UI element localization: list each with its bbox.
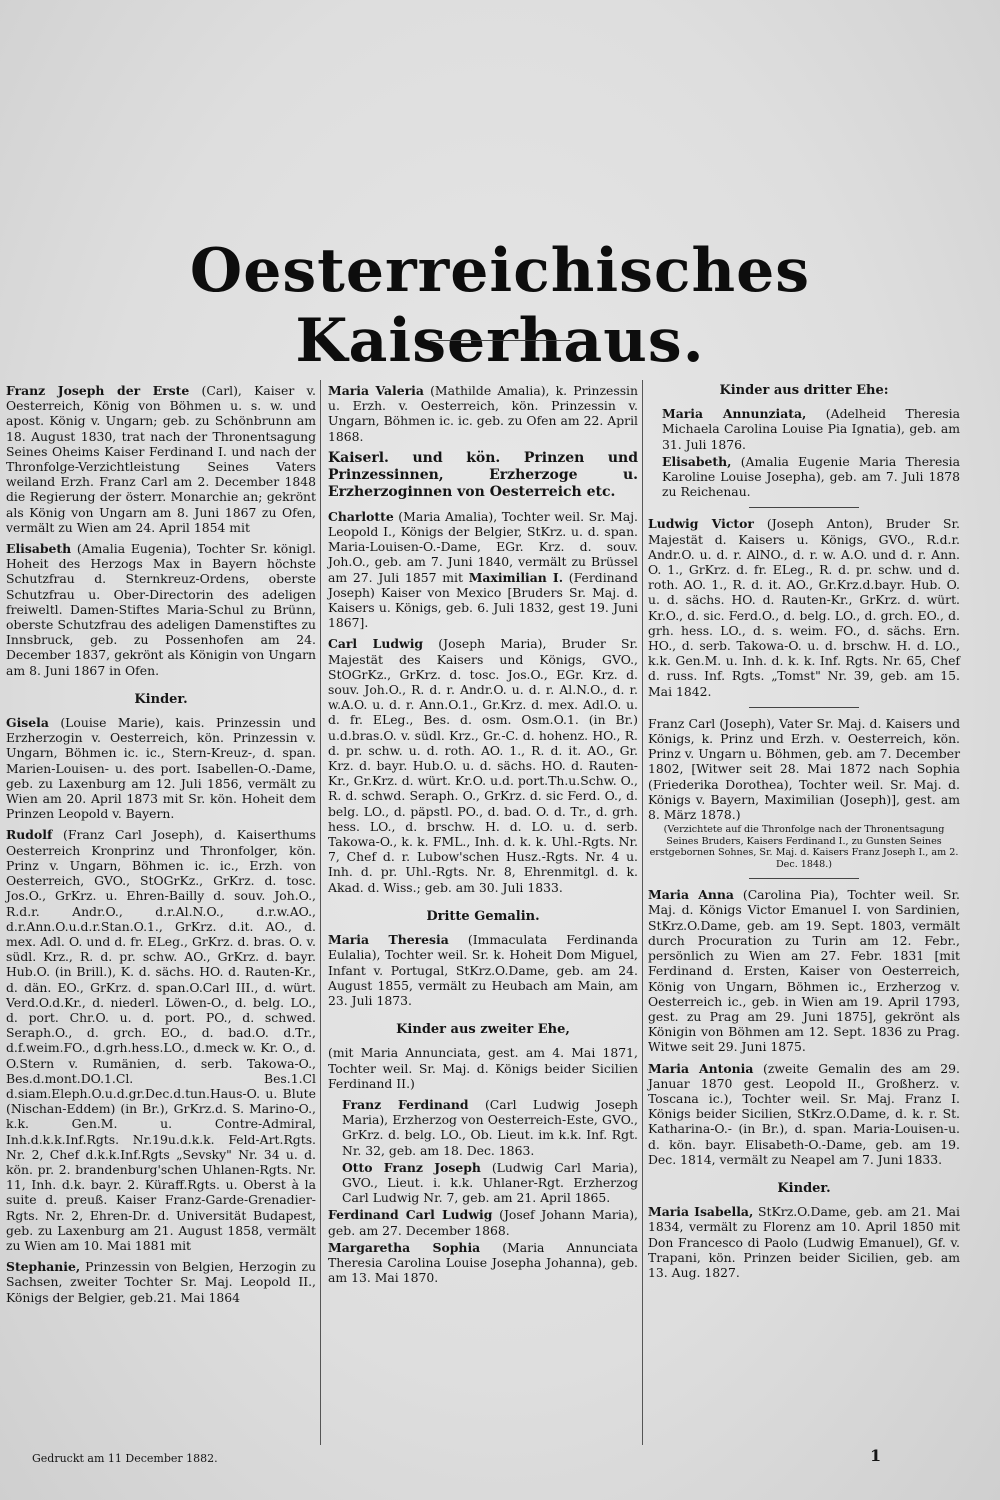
entry-text: (Immaculata Ferdinanda Eulalia), Tochter weil. Sr. k. Hoheit Dom Miguel, Infant v. Portugal, StKrz.O.Dame, geb. am 24. August 1855, vermält zu Heubach am Main, am 23. Juli 1873. bbox=[328, 932, 638, 1008]
entry-mother-note bbox=[328, 1045, 638, 1091]
entry-name: Franz Ferdinand bbox=[342, 1096, 469, 1112]
entry-text: (Mathilde Amalia), k. Prinzessin u. Erzh. v. Oesterreich, kön. Prinzessin v. Ungarn, Böhmen ic. ic. geb. zu Ofen am 22. April 1868. bbox=[328, 383, 638, 444]
entry-text: (Josef Johann Maria), geb. am 27. December 1868. bbox=[328, 1207, 638, 1238]
entry-note: (Verzichtete auf die Thronfolge nach der Thronentsagung Seines Bruders, Kaisers Ferdinand I., zu Gunsten Seines erstgebornen Sohnes, Sr. Maj. d. Kaisers Franz Joseph I., am 2. Dec. 1848.) bbox=[649, 824, 959, 870]
entry-maria-annunziata bbox=[648, 406, 960, 452]
entry-text: (mit Maria Annunciata, gest. am 4. Mai 1871, Tochter weil. Sr. Maj. d. Königs beider Sicilien Ferdinand II.) bbox=[328, 1045, 638, 1091]
heading-dritte-gemalin: Dritte Gemalin. bbox=[426, 908, 540, 924]
entry-text: (Carl), Kaiser v. Oesterreich, König von Böhmen u. s. w. und apost. König v. Ungarn; geb. zu Schönbrunn am 18. August 1830, trat nach der Thronentsagung Seines Oheims Kaiser Ferdinand I. und nach der Thronfolge-Verzichtleistung Seines Vaters weiland Erzh. Franz Carl am 2. December 1848 die Regierung der österr. Monarchie an; gekrönt als König von Ungarn am 8. Juni 1867 zu Ofen, vermält zu Wien am 24. April 1854 mit bbox=[6, 383, 316, 535]
entry-text: (Maria Annunciata Theresia Carolina Louise Josepha Johanna), geb. am 13. Mai 1870. bbox=[328, 1239, 638, 1286]
entry-name: Maria Valeria bbox=[328, 383, 424, 398]
entry-text: (Maria Amalia), Tochter weil. Sr. Maj. Leopold I., Königs der Belgier, StKrz. u. d. span. Maria-Louisen-O.-Dame, EGr. Krz. d. souv. Joh.O., geb. am 7. Juni 1840, vermält zu Brüssel am 27. Juli 1857 mit bbox=[328, 508, 638, 585]
column-divider-1 bbox=[320, 380, 321, 1445]
entry-name: Charlotte bbox=[328, 508, 394, 524]
entry-maria-anna bbox=[648, 887, 960, 1054]
entry-text: (Ludwig Carl Maria), GVO., Lieut. i. k.k. Uhlaner-Rgt. Erzherzog Carl Ludwig Nr. 7, geb. am 21. April 1865. bbox=[342, 1159, 638, 1206]
entry-franz-carl bbox=[648, 716, 960, 822]
entry-text: Prinzessin von Belgien, Herzogin zu Sachsen, zweiter Tochter Sr. Maj. Leopold II., Königs der Belgier, geb.21. Mai 1864 bbox=[6, 1259, 316, 1305]
entry-text: (Franz Carl Joseph), d. Kaiserthums Oesterreich Kronprinz und Thronfolger, kön. Prinz v. Ungarn, Böhmen ic. ic., Erzh. von Oesterreich, GVO., StOGrKz., GrKrz. d. tosc. Jos.O., GrKrz. u. Ehren-Bailly d. souv. Joh.O., R.d.r. Andr.O., d.r.Al.N.O., d.r.w.AO., d.r.Ann.O.u.d.r.Stan.O.1., GrKrz. d.it. AO., d. mex. Adl. O. und d. fr. ELeg., GrKrz. d. bras. O. v. südl. Krz., R. d. pr. schw. AO., GrKrz. d. bayr. Hub.O. (in Brill.), K. d. sächs. HO. d. Rauten-Kr., d. dän. EO., GrKrz. d. span.O.Carl III., d. würt. Verd.O.d.Kr., d. niederl. Löwen-O., d. belg. LO., d. port. Chr.O. u. d. port. PO., d. schwed. Seraph.O., d. grch. EO., d. bad.O. d.Tr., d.f.weim.FO., d.grh.hess.LO., d.meck w. Kr. O., d. O.Stern v. Rumänien, d. serb. Takowa-O., Bes.d.mont.DO.1.Cl. Bes.1.Cl d.siam.Eleph.O.u.d.gr.Dec.d.tun.Haus-O. u. Blute (Nischan-Eddem) (in Br.), GrKrz.d. S. Marino-O., k.k. Gen.M. u. Contre-Admiral, Inh.d.k.k.Inf.Rgts. Nr.19u.d.k.k. Feld-Art.Rgts. Nr. 2, Chef d.k.k.Inf.Rgts „Sevsky" Nr. 34 u. d. kön. pr. 2. brandenburg'schen Uhlanen-Rgts. Nr. 11, Inh. d.k. bayr. 2. Küraff.Rgts. u. Oberst à la suite d. preuß. Kaiser Franz-Garde-Grenadier-Rgts. Nr. 2, Ehren-Dr. d. Universität Budapest, geb. zu Laxenburg am 21. August 1858, vermält zu Wien am 10. Mai 1881 mit bbox=[6, 827, 316, 1253]
heading-kinder-zweiter-ehe: Kinder aus zweiter Ehe, bbox=[396, 1022, 570, 1038]
entry-text: (Adelheid Theresia Michaela Carolina Louise Pia Ignatia), geb. am 31. Juli 1876. bbox=[662, 406, 960, 452]
heading-kinder-col3: Kinder. bbox=[777, 1180, 831, 1196]
entry-text: (Carolina Pia), Tochter weil. Sr. Maj. d. Königs Victor Emanuel I. von Sardinien, StKrz.O.Dame, geb. am 19. Sept. 1803, vermält durch Procuration zu Turin am 12. Febr., persönlich zu Wien am 27. Febr. 1831 [mit Ferdinand d. Ersten, Kaiser von Oesterreich, König von Ungarn, Böhmen ic., Erzherzog v. Oesterreich ic., geb. in Wien am 19. April 1793, gest. zu Prag am 29. Juni 1875], gekrönt als Königin von Böhmen am 12. Sept. 1836 zu Prag. Witwe seit 29. Juni 1875. bbox=[648, 887, 960, 1055]
column-1 bbox=[6, 383, 316, 1311]
entry-maria-antonia bbox=[648, 1061, 960, 1167]
section-title-prinzen: Kaiserl. und kön. Prinzen und Prinzessinnen, Erzherzoge u. Erzherzoginnen von Oesterreich etc. bbox=[328, 449, 638, 500]
entry-name: Franz Carl bbox=[648, 715, 716, 731]
entry-name: Rudolf bbox=[6, 827, 53, 843]
entry-name: Maria Anna bbox=[648, 887, 734, 903]
entry-name: Otto Franz Joseph bbox=[342, 1159, 481, 1175]
entry-ludwig-victor bbox=[648, 516, 960, 698]
section-rule bbox=[749, 707, 859, 708]
entry-name: Elisabeth bbox=[6, 541, 72, 557]
entry-name: Maria Annunziata, bbox=[662, 406, 807, 422]
print-date: Gedruckt am 11 December 1882. bbox=[32, 1452, 218, 1465]
entry-text-secondary: (Ferdinand Joseph) Kaiser von Mexico [Bruders Sr. Maj. d. Kaisers u. Königs, geb. 6. Juli 1832, gest 19. Juni 1867]. bbox=[328, 569, 638, 631]
entry-stephanie bbox=[6, 1259, 316, 1305]
section-rule bbox=[749, 878, 859, 879]
section-rule bbox=[749, 507, 859, 508]
entry-name: Franz Joseph der Erste bbox=[6, 383, 190, 398]
entry-text: (Carl Ludwig Joseph Maria), Erzherzog von Oesterreich-Este, GVO., GrKrz. d. belg. LO., Ob. Lieut. im k.k. Inf. Rgt. Nr. 32, geb. am 18. Dec. 1863. bbox=[342, 1096, 638, 1158]
entry-gisela bbox=[6, 715, 316, 821]
entry-name: Ludwig Victor bbox=[648, 516, 754, 532]
entry-name: Ferdinand Carl Ludwig bbox=[328, 1207, 493, 1223]
entry-maria-valeria bbox=[328, 383, 638, 444]
entry-franz-joseph bbox=[6, 383, 316, 535]
entry-maria-isabella bbox=[648, 1204, 960, 1280]
page-title: Oesterreichisches Kaiserhaus. bbox=[189, 236, 811, 376]
entry-name: Gisela bbox=[6, 715, 49, 731]
entry-otto bbox=[328, 1160, 638, 1206]
entry-elisabeth bbox=[6, 541, 316, 678]
entry-text: (zweite Gemalin des am 29. Januar 1870 gest. Leopold II., Großherz. v. Toscana ic.), Tochter weil. Sr. Maj. Franz I. Königs beider Sicilien, StKrz.O.Dame, d. k. r. St. Katharina-O.- (in Br.), d. span. Maria-Louisen-u. d. kön. bayr. Elisabeth-O.-Dame, geb. am 19. Dec. 1814, vermält zu Neapel am 7. Juni 1833. bbox=[648, 1060, 960, 1167]
title-rule bbox=[430, 340, 570, 341]
entry-maria-theresia bbox=[328, 932, 638, 1008]
entry-ferdinand-carl bbox=[328, 1207, 638, 1237]
entry-name: Maria Antonia bbox=[648, 1060, 754, 1076]
entry-text: (Amalia Eugenie Maria Theresia Karoline Louise Josepha), geb. am 7. Juli 1878 zu Reichenau. bbox=[662, 453, 960, 500]
column-divider-2 bbox=[642, 380, 643, 1445]
entry-carl-ludwig bbox=[328, 636, 638, 894]
entry-name: Margaretha Sophia bbox=[328, 1239, 481, 1255]
heading-kinder: Kinder. bbox=[134, 691, 188, 707]
entry-text: (Louise Marie), kais. Prinzessin und Erzherzogin v. Oesterreich, kön. Prinzessin v. Ungarn, Böhmen ic. ic., Stern-Kreuz-, d. span. Marien-Louisen- u. des port. Isabellen-O.-Dame, geb. zu Laxenburg am 12. Juli 1856, vermält zu Wien am 20. April 1873 mit Sr. kön. Hoheit dem Prinzen Leopold v. Bayern. bbox=[6, 715, 316, 822]
entry-name: Elisabeth, bbox=[662, 453, 732, 469]
entry-name: Stephanie, bbox=[6, 1259, 81, 1275]
entry-text: (Joseph Anton), Bruder Sr. Majestät d. Kaisers u. Königs, GVO., R.d.r. Andr.O. u. d. r. AlNO., d. r. w. A.O. und d. r. Ann. O. 1., GrKrz. d. fr. ELeg., R. d. pr. schw. und d. roth. AO. 1., R. d. it. AO., Gr.Krz.d.bayr. Hub. O. u. d. sächs. HO. d. Rauten-Kr., GrKrz. d. würt. Kr.O., d. sic. Ferd.O., d. belg. LO., d. grch. EO., d. grh. hess. LO., d. s. weim. FO., d. sächs. Ern. HO., d. serb. Takowa-O. u. d. brschw. H. d. LO., k.k. Gen.M. u. Inh. d. k. k. Inf. Rgts. Nr. 65, Chef d. russ. Inf. Rgts. „Tomst" Nr. 39, geb. am 15. Mai 1842. bbox=[648, 516, 960, 699]
column-3 bbox=[648, 383, 960, 1286]
entry-text: (Joseph Maria), Bruder Sr. Majestät des Kaisers und Königs, GVO., StOGrKz., GrKrz. d. tosc. Jos.O., EGr. Krz. d. souv. Joh.O., R. d. r. Andr.O. u. d. r. Al.N.O., d. r. w.A.O. u. d. r. Ann.O.1., Gr.Krz. d. mex. Adl.O. u. d. fr. ELeg., Bes. d. osm. Osm.O.1. (in Br.) u.d.bras.O. v. südl. Krz., Gr.-C. d. hohenz. HO., R. d. pr. schw. u. d. roth. AO. 1., R. d. it. AO., Gr. Krz. d. bayr. Hub.O. u. d. sächs. HO. d. Rauten-Kr., Gr.Krz. d. würt. Kr.O. u.d. port.Th.u.Schw. O., R. d. schwd. Seraph. O., GrKrz. d. sic Ferd. O., d. belg. LO., d. päpstl. PO., d. bad. O. d. Tr., d. grh. hess. LO., d. brschw. H. d. LO. u. d. serb. Takowa-O., k. k. FML., Inh. d. k. k. Uhl.-Rgts. Nr. 7, Chef d. r. Lubow'schen Husz.-Rgts. Nr. 4 u. Inh. d. pr. Uhl.-Rgts. Nr. 8, Ehrenmitgl. d. k. Akad. d. Wiss.; geb. am 30. Juli 1833. bbox=[328, 636, 638, 895]
entry-text: (Amalia Eugenia), Tochter Sr. königl. Hoheit des Herzogs Max in Bayern höchste Schutzfrau d. Sternkreuz-Ordens, oberste Schutzfrau u. Ober-Directorin des adeligen freiweltl. Damen-Stiftes Maria-Schul zu Brünn, oberste Schutzfrau des adeligen Damenstiftes zu Innsbruck, geb. zu Possenhofen am 24. December 1837, gekrönt als Königin von Ungarn am 8. Juni 1867 in Ofen. bbox=[6, 541, 316, 678]
entry-rudolf bbox=[6, 827, 316, 1253]
entry-name: Maria Isabella, bbox=[648, 1204, 754, 1220]
entry-charlotte bbox=[328, 509, 638, 631]
entry-text: StKrz.O.Dame, geb. am 21. Mai 1834, vermält zu Florenz am 10. April 1850 mit Don Francesco di Paolo (Ludwig Emanuel), Gf. v. Trapani, kön. Prinzen beider Sicilien, geb. am 13. Aug. 1827. bbox=[648, 1204, 960, 1280]
entry-name: Maria Theresia bbox=[328, 932, 449, 948]
column-2 bbox=[328, 383, 638, 1287]
entry-name: Carl Ludwig bbox=[328, 636, 424, 652]
heading-kinder-dritter-ehe: Kinder aus dritter Ehe: bbox=[719, 383, 889, 398]
entry-name-secondary: Maximilian I. bbox=[468, 569, 564, 585]
entry-margaretha bbox=[328, 1240, 638, 1286]
entry-text: (Joseph), Vater Sr. Maj. d. Kaisers und Königs, k. Prinz und Erzh. v. Oesterreich, kön. Prinz v. Ungarn u. Böhmen, geb. am 7. December 1802, [Witwer seit 28. Mai 1872 nach Sophia (Friederika Dorothea), Tochter weil. Sr. Maj. d. Königs v. Bayern, Maximilian (Joseph)], gest. am 8. März 1878.) bbox=[648, 715, 960, 823]
entry-franz-ferdinand bbox=[328, 1097, 638, 1158]
page-number: 1 bbox=[870, 1446, 882, 1465]
entry-elisabeth-jr bbox=[648, 454, 960, 500]
